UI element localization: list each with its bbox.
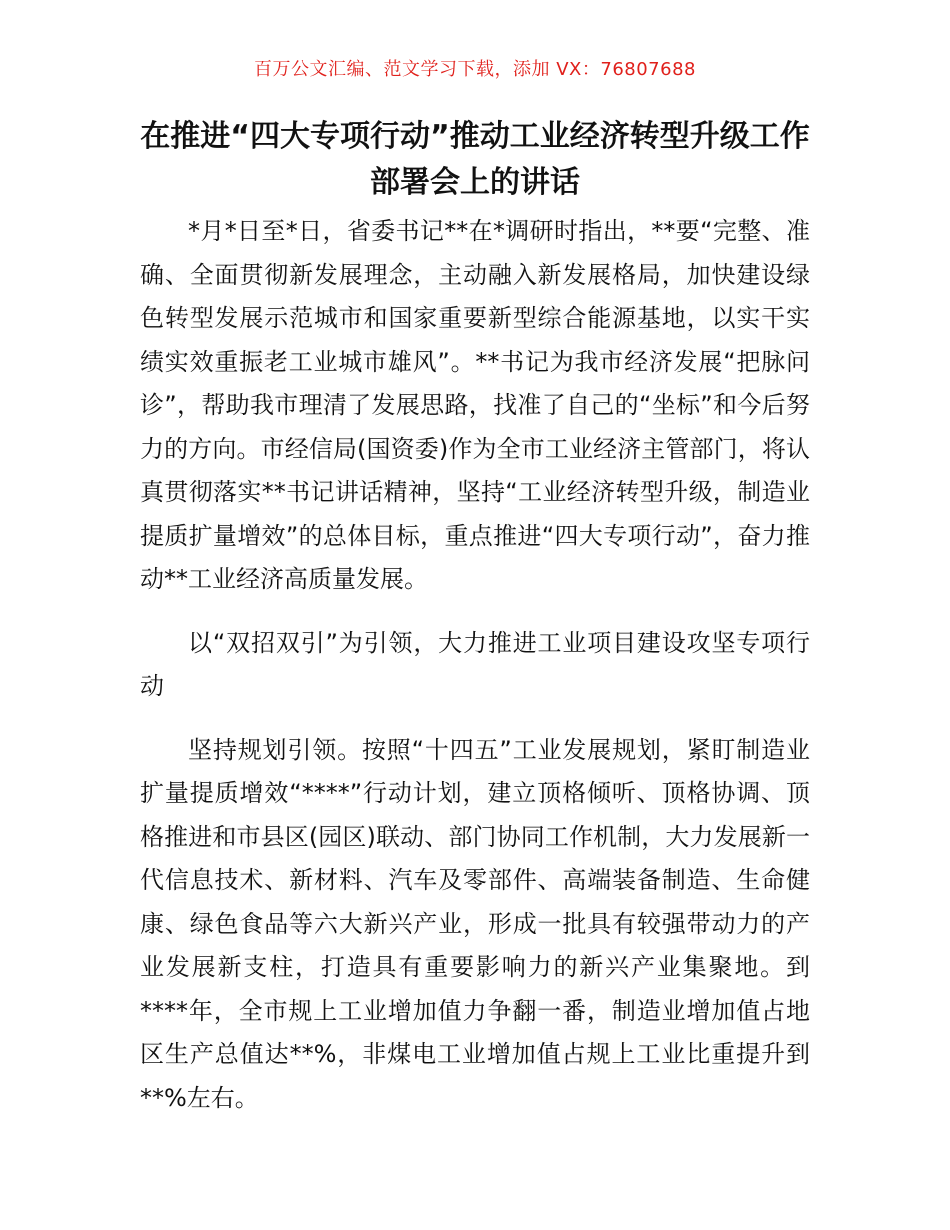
paragraph-section-heading: 以“双招双引”为引领，大力推进工业项目建设攻坚专项行动 (140, 628, 810, 700)
document-body (140, 210, 810, 1120)
paragraph-intro: *月*日至*日，省委书记**在*调研时指出，**要“完整、准确、全面贯彻新发展理念，主动融入新发展格局，加快建设绿色转型发展示范城市和国家重要新型综合能源基地，以实干实绩实效重振老工业城市雄风”。**书记为我市经济发展“把脉问诊”，帮助我市理清了发展思路，找准了自己的“坐标”和今后努力的方向。市经信局(国资委)作为全市工业经济主管部门，将认真贯彻落实**书记讲话精神，坚持“工业经济转型升级，制造业提质扩量增效”的总体目标，重点推进“四大专项行动”，奋力推动**工业经济高质量发展。 (140, 217, 810, 593)
header-banner: 百万公文汇编、范文学习下载，添加 VX：76807688 (254, 59, 696, 80)
document-title: 在推进“四大专项行动”推动工业经济转型升级工作部署会上的讲话 (140, 119, 810, 200)
paragraph-planning: 坚持规划引领。按照“十四五”工业发展规划，紧盯制造业扩量提质增效“****”行动计划，建立顶格倾听、顶格协调、顶格推进和市县区(园区)联动、部门协同工作机制，大力发展新一代信息技术、新材料、汽车及零部件、高端装备制造、生命健康、绿色食品等六大新兴产业，形成一批具有较强带动力的产业发展新支柱，打造具有重要影响力的新兴产业集聚地。到****年，全市规上工业增加值力争翻一番，制造业增加值占地区生产总值达**%，非煤电工业增加值占规上工业比重提升到**%左右。 (140, 735, 810, 1112)
